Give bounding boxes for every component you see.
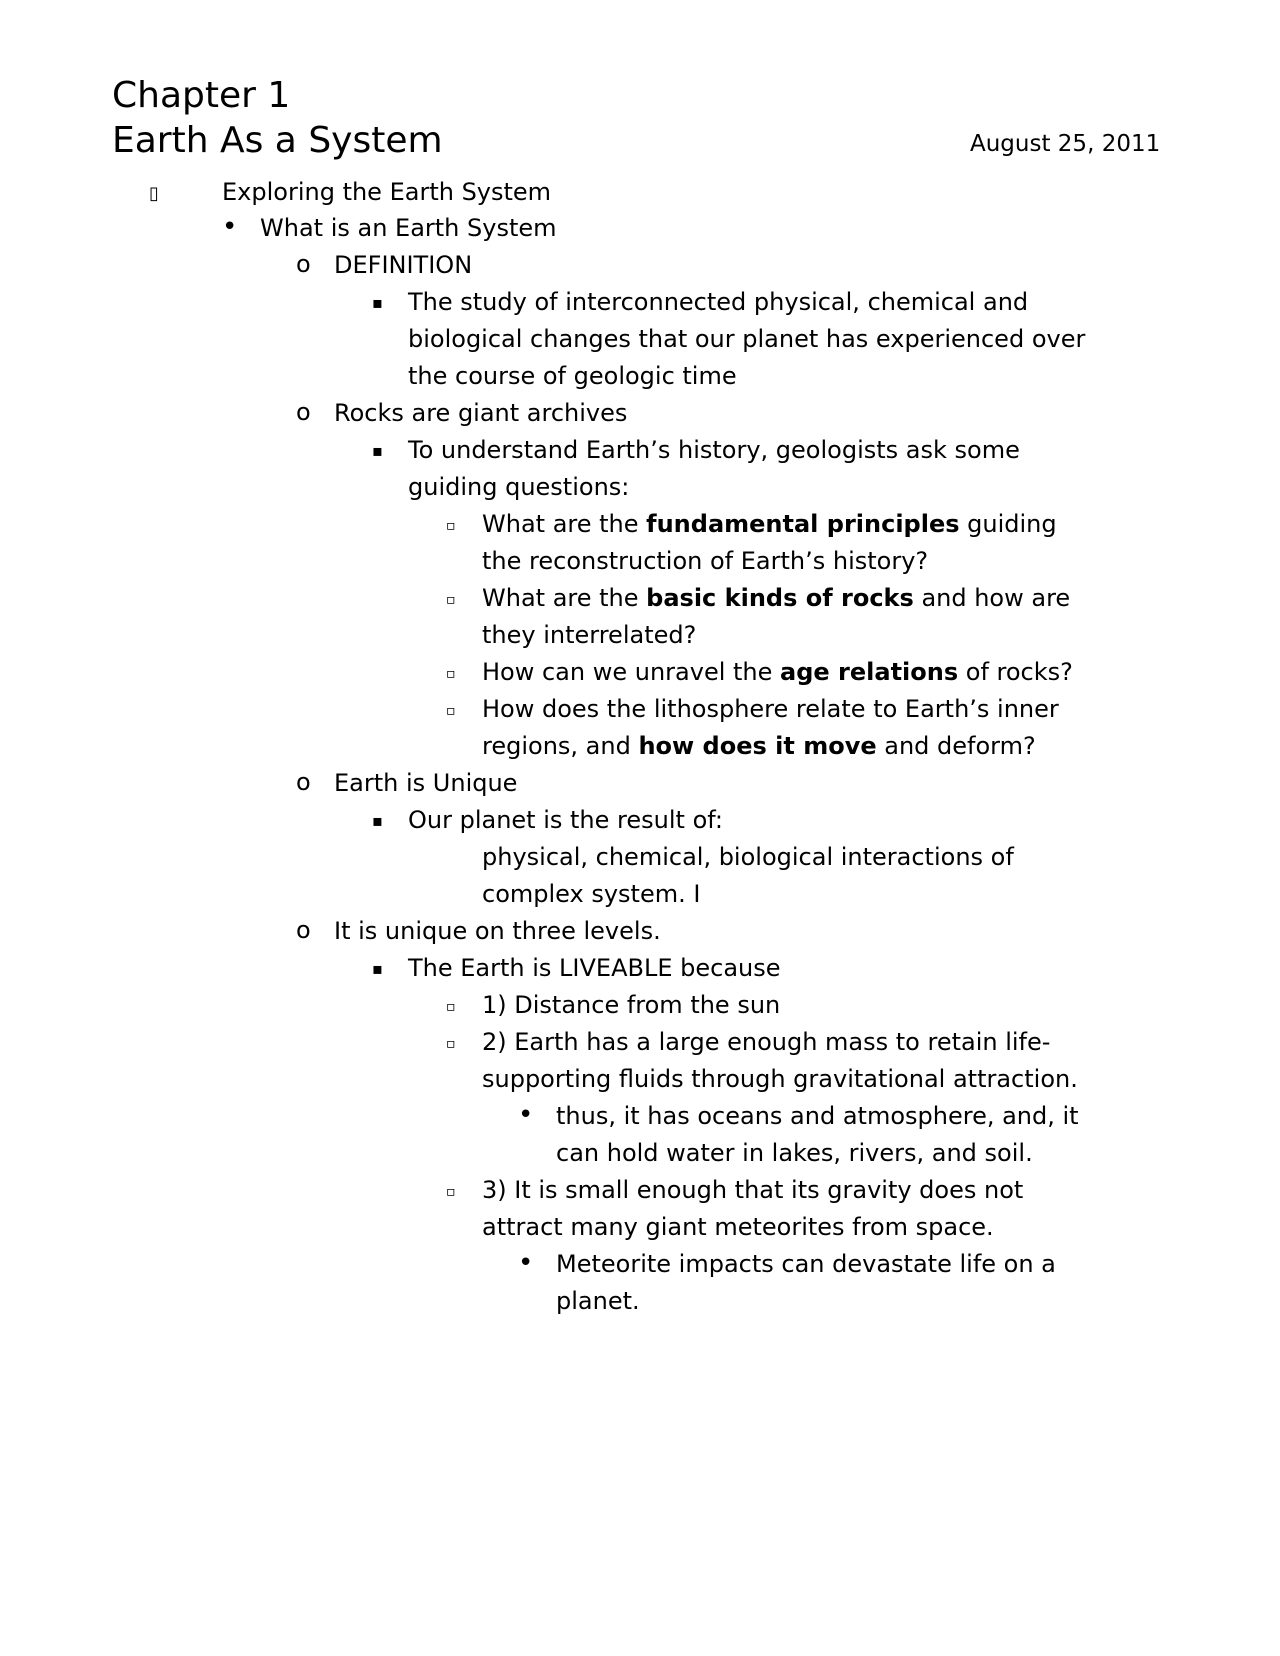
bullet-hollow-square-icon: ▫ [446,518,456,534]
liveable-line: The Earth is LIVEABLE because [408,954,781,982]
rocks-line-1: To understand Earth’s history, geologists ask some [408,436,1020,464]
page-title: Earth As a System [112,120,443,161]
definition-line-3: the course of geologic time [408,362,737,390]
reason-2-line-1: 2) Earth has a large enough mass to retain life- [482,1028,1051,1056]
chapter-heading: Chapter 1 [112,75,291,116]
bullet-dot-icon: • [518,1248,534,1278]
bullet-hollow-square-icon: ▫ [446,666,456,682]
bullet-square-icon: ▪ [372,811,383,830]
reason-1: 1) Distance from the sun [482,991,781,1019]
definition-line-2: biological changes that our planet has experienced over [408,325,1086,353]
outline-item-rocks: Rocks are giant archives [334,399,628,427]
bullet-square-icon: ▪ [372,959,383,978]
bullet-circle-icon: o [296,250,311,278]
outline-item-earth-unique: Earth is Unique [334,769,518,797]
result-line: Our planet is the result of: [408,806,723,834]
outline-item-what-is: What is an Earth System [260,214,557,242]
reason-2-sub-line-1: thus, it has oceans and atmosphere, and, it [556,1102,1079,1130]
question-4-line-2: regions, and how does it move and deform? [482,732,1036,760]
document-date: August 25, 2011 [970,131,1161,157]
bullet-square-icon: ▪ [372,441,383,460]
rocks-line-2: guiding questions: [408,473,630,501]
reason-3-sub-line-1: Meteorite impacts can devastate life on a [556,1250,1056,1278]
emphasis-basic-kinds-of-rocks: basic kinds of rocks [646,584,914,612]
bullet-dot-icon: • [518,1100,534,1130]
reason-3-line-2: attract many giant meteorites from space. [482,1213,994,1241]
reason-2-line-2: supporting fluids through gravitational attraction. [482,1065,1078,1093]
reason-3-line-1: 3) It is small enough that its gravity does not [482,1176,1024,1204]
bullet-hollow-square-icon: ▫ [446,703,456,719]
outline-item-exploring: Exploring the Earth System [222,178,552,206]
bullet-hollow-square-icon: ▫ [446,592,456,608]
question-4-line-1: How does the lithosphere relate to Earth’s inner [482,695,1059,723]
bullet-circle-icon: o [296,768,311,796]
question-3-line-1: How can we unravel the age relations of rocks? [482,658,1073,686]
bullet-hollow-square-icon: ▫ [446,1184,456,1200]
question-1-line-1: What are the fundamental principles guiding [482,510,1057,538]
bullet-hollow-square-icon: ▫ [446,999,456,1015]
question-2-line-1: What are the basic kinds of rocks and how are [482,584,1071,612]
bullet-circle-icon: o [296,398,311,426]
result-sub-line-2: complex system. I [482,880,701,908]
bullet-square-icon: ▪ [372,293,383,312]
definition-line-1: The study of interconnected physical, chemical and [408,288,1029,316]
emphasis-how-does-it-move: how does it move [638,732,877,760]
bullet-circle-icon: o [296,916,311,944]
reason-3-sub-line-2: planet. [556,1287,640,1315]
bullet-hollow-square-icon: ▫ [446,1036,456,1052]
emphasis-age-relations: age relations [780,658,959,686]
outline-item-definition: DEFINITION [334,251,473,279]
result-sub-line-1: physical, chemical, biological interactions of [482,843,1014,871]
question-2-line-2: they interrelated? [482,621,697,649]
reason-2-sub-line-2: can hold water in lakes, rivers, and soil. [556,1139,1033,1167]
question-1-line-2: the reconstruction of Earth’s history? [482,547,929,575]
emphasis-fundamental-principles: fundamental principles [646,510,960,538]
outline-item-three-levels: It is unique on three levels. [334,917,661,945]
bullet-dot-icon: • [222,212,238,242]
outline-box-marker-icon: ▯ [149,183,159,204]
